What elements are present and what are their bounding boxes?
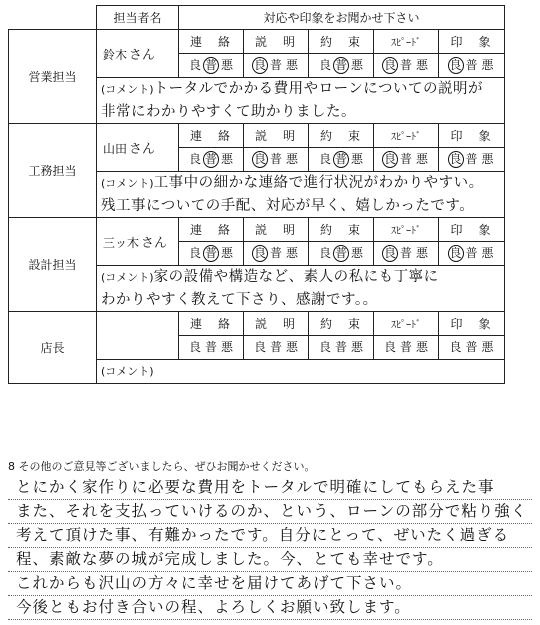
comment-line xyxy=(101,266,504,289)
rating-option[interactable]: 良 xyxy=(188,152,201,166)
category-label: 約 束 xyxy=(309,30,374,54)
comment-text: 非常にわかりやすくて助かりました。 xyxy=(101,104,356,120)
staff-role: 店長 xyxy=(9,312,97,384)
staff-role: 営業担当 xyxy=(9,30,97,124)
comment-label: (コメント) xyxy=(101,271,154,284)
rating-option[interactable]: 良 xyxy=(383,340,396,354)
comment-label: (コメント) xyxy=(101,83,154,96)
staff-comment xyxy=(97,360,505,384)
rating-option[interactable]: 普 xyxy=(334,58,347,72)
rating-option[interactable]: 悪 xyxy=(481,246,494,260)
rating-cell[interactable] xyxy=(309,336,374,360)
comment-text: 残工事についての手配、対応が早く、嬉しかったです。 xyxy=(101,198,475,214)
other-comments-section xyxy=(8,458,532,620)
rating-option[interactable]: 良 xyxy=(318,340,331,354)
category-label: 印 象 xyxy=(439,312,505,336)
rating-option[interactable]: 良 xyxy=(318,152,331,166)
rating-option[interactable]: 悪 xyxy=(350,152,363,166)
other-comment-line: 今後ともお付き合いの程、よろしくお願い致します。 xyxy=(8,596,532,620)
category-label: 説 明 xyxy=(244,30,309,54)
rating-option[interactable]: 悪 xyxy=(350,340,363,354)
category-label: 連 絡 xyxy=(179,312,244,336)
rating-option[interactable]: 普 xyxy=(204,58,217,72)
rating-option[interactable]: 悪 xyxy=(220,58,233,72)
comment-label: (コメント) xyxy=(101,177,154,190)
staff-comment xyxy=(97,78,505,124)
category-label: 印 象 xyxy=(439,218,505,242)
rating-option[interactable]: 悪 xyxy=(285,340,298,354)
rating-option[interactable]: 悪 xyxy=(220,152,233,166)
staff-honorific: さん xyxy=(129,48,156,63)
rating-option[interactable]: 良 xyxy=(188,58,201,72)
rating-option[interactable]: 普 xyxy=(334,340,347,354)
other-comment-line: 程、素敵な夢の城が完成しました。今、とても幸せです。 xyxy=(8,548,532,572)
header-row xyxy=(9,6,505,30)
rating-option[interactable]: 良 xyxy=(383,152,396,166)
comment-label: (コメント) xyxy=(101,365,154,378)
staff-role: 工務担当 xyxy=(9,124,97,218)
evaluation-table-body xyxy=(9,6,505,384)
rating-option[interactable]: 良 xyxy=(253,152,266,166)
rating-option[interactable]: 良 xyxy=(188,340,201,354)
rating-cell[interactable] xyxy=(439,336,505,360)
staff-name-text: 山田 xyxy=(103,142,128,156)
rating-option[interactable]: 悪 xyxy=(220,246,233,260)
rating-option[interactable]: 悪 xyxy=(481,152,494,166)
rating-cell[interactable] xyxy=(374,336,439,360)
rating-option[interactable]: 普 xyxy=(399,58,412,72)
rating-cell[interactable] xyxy=(374,242,439,266)
rating-option[interactable]: 良 xyxy=(253,340,266,354)
rating-option[interactable]: 普 xyxy=(269,340,282,354)
other-comment-line: また、それを支払っていけるのか、という、ローンの部分で粘り強く xyxy=(8,500,532,524)
staff-name xyxy=(97,30,179,78)
rating-option[interactable]: 普 xyxy=(204,340,217,354)
comment-text: 家の設備や構造など、素人の私にも丁寧に xyxy=(153,269,439,285)
staff-category-row xyxy=(9,218,505,242)
rating-option[interactable]: 悪 xyxy=(481,58,494,72)
rating-option[interactable]: 良 xyxy=(253,58,266,72)
category-label: ｽﾋﾟｰﾄﾞ xyxy=(374,218,439,242)
rating-option[interactable]: 良 xyxy=(449,152,462,166)
staff-role: 設計担当 xyxy=(9,218,97,312)
category-label: ｽﾋﾟｰﾄﾞ xyxy=(374,124,439,148)
category-label: 約 束 xyxy=(309,218,374,242)
evaluation-table xyxy=(8,5,505,384)
comment-line xyxy=(101,195,504,217)
rating-cell[interactable] xyxy=(244,148,309,172)
other-comment-line: これからも沢山の方々に幸せを届けてあげて下さい。 xyxy=(8,572,532,596)
rating-option[interactable]: 普 xyxy=(269,246,282,260)
rating-option[interactable]: 普 xyxy=(465,58,478,72)
rating-option[interactable]: 悪 xyxy=(220,340,233,354)
comment-line xyxy=(101,101,504,123)
rating-cell[interactable] xyxy=(374,148,439,172)
category-label: ｽﾋﾟｰﾄﾞ xyxy=(374,312,439,336)
rating-option[interactable]: 悪 xyxy=(415,246,428,260)
rating-option[interactable]: 普 xyxy=(334,152,347,166)
category-label: 連 絡 xyxy=(179,124,244,148)
rating-option[interactable]: 普 xyxy=(399,340,412,354)
comment-text: 工事中の細かな連絡で進行状況がわかりやすい。 xyxy=(153,175,484,191)
rating-cell[interactable] xyxy=(439,242,505,266)
rating-option[interactable]: 悪 xyxy=(285,58,298,72)
rating-option[interactable]: 普 xyxy=(204,246,217,260)
rating-cell[interactable] xyxy=(179,148,244,172)
comment-text: トータルでかかる費用やローンについての説明が xyxy=(153,81,484,97)
rating-option[interactable]: 悪 xyxy=(481,340,494,354)
rating-cell[interactable] xyxy=(244,54,309,78)
rating-option[interactable]: 普 xyxy=(399,246,412,260)
rating-option[interactable]: 良 xyxy=(318,246,331,260)
rating-option[interactable]: 良 xyxy=(318,58,331,72)
staff-name-header: 担当者名 xyxy=(97,6,179,30)
staff-name xyxy=(97,124,179,172)
other-comment-line: 考えて頂けた事、有難かったです。自分にとって、ぜいたく過ぎる xyxy=(8,524,532,548)
rating-option[interactable]: 悪 xyxy=(415,58,428,72)
rating-cell[interactable] xyxy=(309,242,374,266)
rating-option[interactable]: 普 xyxy=(269,58,282,72)
comment-text: わかりやすく教えて下さり、感謝です。。 xyxy=(101,292,378,308)
rating-option[interactable]: 良 xyxy=(253,246,266,260)
other-comments-lines xyxy=(8,476,532,620)
rating-cell[interactable] xyxy=(179,336,244,360)
staff-honorific: さん xyxy=(141,236,168,251)
rating-option[interactable]: 普 xyxy=(399,152,412,166)
category-label: 印 象 xyxy=(439,30,505,54)
staff-name-text: 鈴木 xyxy=(103,48,128,62)
staff-name-text: 三ッ木 xyxy=(103,236,140,250)
staff-comment xyxy=(97,172,505,218)
staff-category-row xyxy=(9,30,505,54)
category-label: 約 束 xyxy=(309,124,374,148)
rating-option[interactable]: 普 xyxy=(465,340,478,354)
rating-option[interactable]: 普 xyxy=(465,152,478,166)
rating-cell[interactable] xyxy=(439,148,505,172)
other-comment-line: とにかく家作りに必要な費用をトータルで明確にしてもらえた事 xyxy=(8,476,532,500)
rating-option[interactable]: 良 xyxy=(188,246,201,260)
category-label: 説 明 xyxy=(244,218,309,242)
category-label: 連 絡 xyxy=(179,218,244,242)
rating-option[interactable]: 良 xyxy=(449,58,462,72)
rating-cell[interactable] xyxy=(244,242,309,266)
rating-cell[interactable] xyxy=(244,336,309,360)
evaluation-form xyxy=(8,5,504,415)
category-label: 約 束 xyxy=(309,312,374,336)
other-comments-question: 8 その他のご意見等ございましたら、ぜひお聞かせください。 xyxy=(8,460,316,473)
rating-cell[interactable] xyxy=(309,148,374,172)
rating-cell[interactable] xyxy=(309,54,374,78)
rating-option[interactable]: 普 xyxy=(269,152,282,166)
comment-line xyxy=(101,172,504,195)
rating-cell[interactable] xyxy=(179,242,244,266)
category-label: 連 絡 xyxy=(179,30,244,54)
category-label: 印 象 xyxy=(439,124,505,148)
category-label: 説 明 xyxy=(244,312,309,336)
staff-name xyxy=(97,312,179,360)
staff-category-row xyxy=(9,124,505,148)
rating-cell[interactable] xyxy=(439,54,505,78)
comment-line xyxy=(101,289,504,311)
rating-option[interactable]: 普 xyxy=(465,246,478,260)
category-label: 説 明 xyxy=(244,124,309,148)
staff-name xyxy=(97,218,179,266)
rating-option[interactable]: 良 xyxy=(449,246,462,260)
rating-cell[interactable] xyxy=(179,54,244,78)
rating-option[interactable]: 良 xyxy=(449,340,462,354)
rating-cell[interactable] xyxy=(374,54,439,78)
staff-comment xyxy=(97,266,505,312)
rating-option[interactable]: 良 xyxy=(383,246,396,260)
rating-option[interactable]: 普 xyxy=(204,152,217,166)
rating-option[interactable]: 悪 xyxy=(350,58,363,72)
rating-option[interactable]: 悪 xyxy=(415,340,428,354)
comment-line xyxy=(101,78,504,101)
rating-option[interactable]: 悪 xyxy=(285,246,298,260)
staff-category-row xyxy=(9,312,505,336)
rating-option[interactable]: 悪 xyxy=(415,152,428,166)
blank-corner xyxy=(9,6,97,30)
rating-option[interactable]: 悪 xyxy=(350,246,363,260)
rating-option[interactable]: 普 xyxy=(334,246,347,260)
staff-honorific: さん xyxy=(129,142,156,157)
rating-option[interactable]: 良 xyxy=(383,58,396,72)
rating-option[interactable]: 悪 xyxy=(285,152,298,166)
impression-header: 対応や印象をお聞かせ下さい xyxy=(179,6,505,30)
category-label: ｽﾋﾟｰﾄﾞ xyxy=(374,30,439,54)
